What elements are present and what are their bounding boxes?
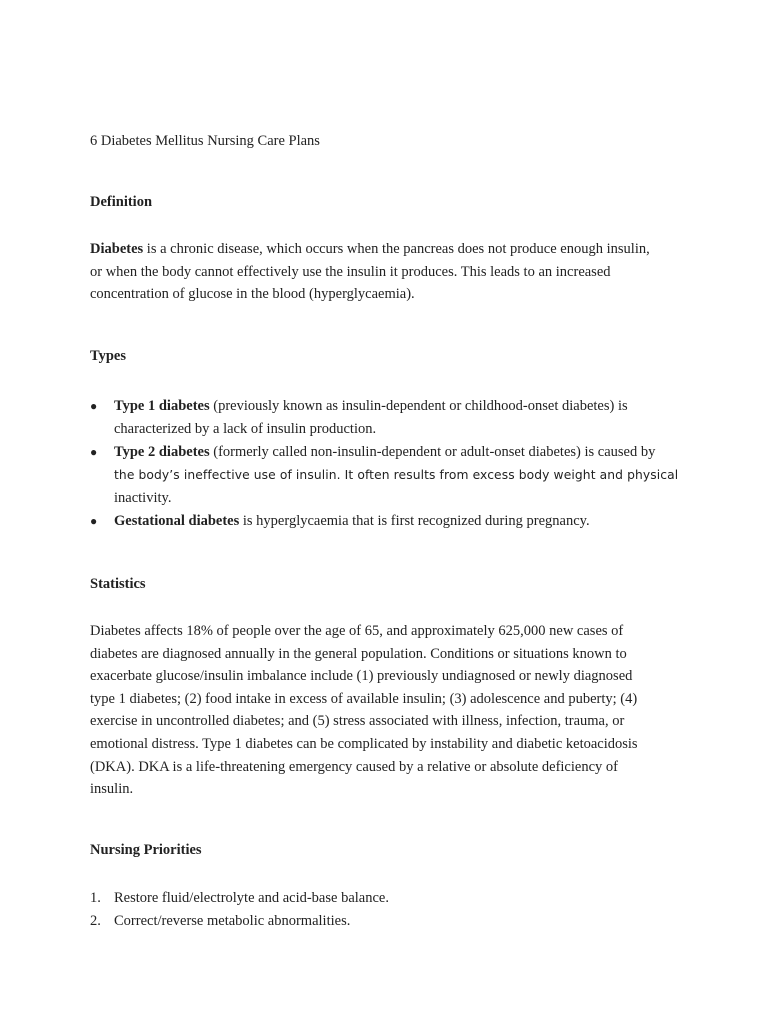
bullet-icon: ●	[90, 445, 98, 459]
types-heading: Types	[90, 348, 126, 364]
definition-line-3: concentration of glucose in the blood (hyperglycaemia).	[90, 286, 415, 303]
type-description: is hyperglycaemia that is first recognized during pregnancy.	[239, 513, 590, 529]
list-item	[90, 395, 680, 441]
priorities-heading: Nursing Priorities	[90, 842, 202, 858]
type-description-end: inactivity.	[114, 490, 172, 506]
list-item	[90, 887, 680, 910]
definition-line-1-text: is a chronic disease, which occurs when the pancreas does not produce enough insulin,	[143, 241, 650, 257]
statistics-line: exercise in uncontrolled diabetes; and (5) stress associated with illness, infection, trauma, or	[90, 713, 625, 730]
priorities-list	[90, 887, 680, 933]
definition-line-2: or when the body cannot effectively use the insulin it produces. This leads to an increased	[90, 263, 611, 280]
statistics-line: insulin.	[90, 781, 134, 798]
statistics-line: emotional distress. Type 1 diabetes can be complicated by instability and diabetic ketoacidosis	[90, 735, 638, 752]
definition-line-1	[90, 238, 680, 261]
document-title: 6 Diabetes Mellitus Nursing Care Plans	[90, 133, 320, 149]
type-description: (previously known as insulin-dependent or childhood-onset diabetes) is characterized by a lack of insulin production.	[114, 398, 628, 437]
list-item	[90, 441, 680, 510]
list-number: 2.	[90, 913, 101, 929]
type-description: (formerly called non-insulin-dependent or adult-onset diabetes) is caused by	[209, 444, 656, 460]
statistics-line: exacerbate glucose/insulin imbalance include (1) previously undiagnosed or newly diagnosed	[90, 668, 633, 685]
statistics-line: (DKA). DKA is a life-threatening emergency caused by a relative or absolute deficiency of	[90, 758, 618, 775]
statistics-line: diabetes are diagnosed annually in the general population. Conditions or situations known to	[90, 645, 627, 662]
definition-term: Diabetes	[90, 241, 144, 257]
priority-text: Correct/reverse metabolic abnormalities.	[114, 913, 351, 929]
list-number: 1.	[90, 890, 101, 906]
statistics-paragraph	[90, 620, 680, 801]
priority-text: Restore fluid/electrolyte and acid-base balance.	[114, 890, 389, 906]
types-list	[90, 395, 680, 533]
type-term: Gestational diabetes	[114, 513, 240, 529]
list-item	[90, 910, 680, 933]
definition-paragraph	[90, 238, 680, 306]
list-item	[90, 510, 680, 533]
type-description-continued: the body’s ineffective use of insulin. It often results from excess body weight and physical	[114, 468, 679, 482]
bullet-icon: ●	[90, 514, 98, 528]
definition-heading: Definition	[90, 194, 153, 210]
statistics-heading: Statistics	[90, 576, 146, 592]
statistics-line: Diabetes affects 18% of people over the age of 65, and approximately 625,000 new cases of	[90, 623, 624, 639]
type-term: Type 1 diabetes	[114, 398, 210, 414]
bullet-icon: ●	[90, 399, 98, 413]
statistics-line: type 1 diabetes; (2) food intake in excess of available insulin; (3) adolescence and puberty; (4)	[90, 690, 638, 707]
type-term: Type 2 diabetes	[114, 444, 210, 460]
